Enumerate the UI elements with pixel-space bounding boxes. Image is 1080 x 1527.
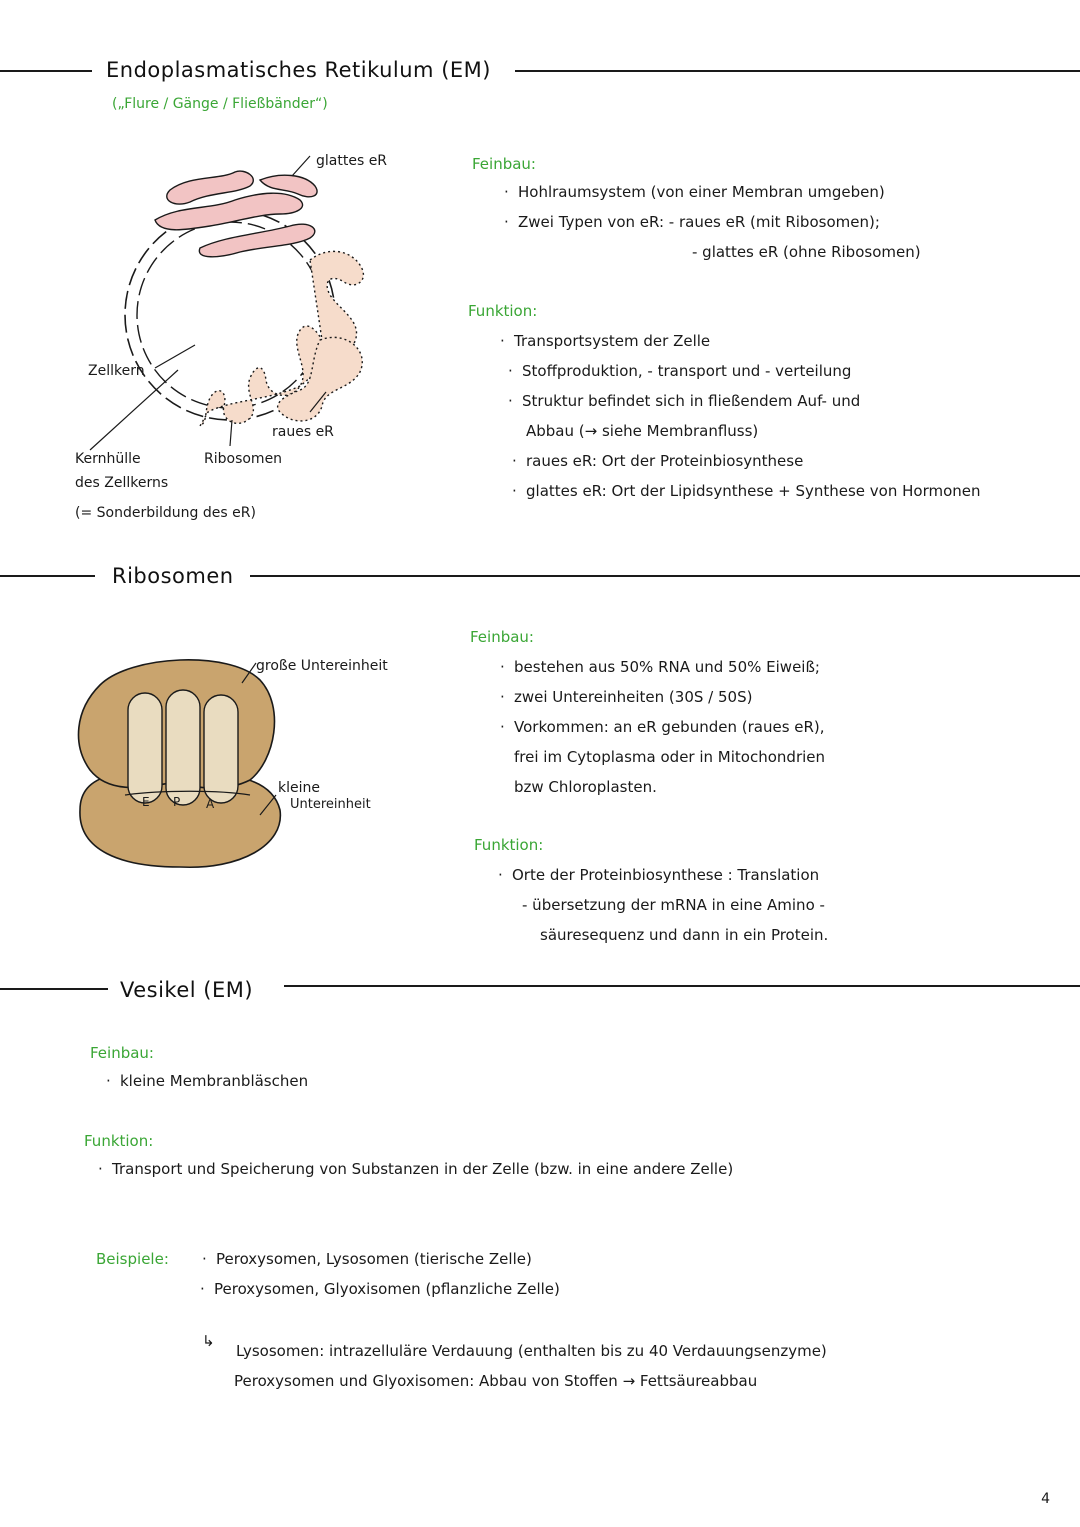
zellkern-pointer <box>155 345 195 368</box>
label-grosse-untereinheit: große Untereinheit <box>256 658 388 674</box>
er-feinbau-heading: Feinbau: <box>472 155 536 173</box>
ribo-divider-right <box>250 575 1080 577</box>
ribo-title: Ribosomen <box>112 564 234 588</box>
ribosomen-pointer <box>230 420 232 446</box>
raues-er-shape <box>200 251 363 426</box>
er-funktion-1: · Transportsystem der Zelle <box>514 326 710 356</box>
label-zellkern: Zellkern <box>88 363 145 379</box>
label-kernhuelle-1: Kernhülle <box>75 451 141 467</box>
ves-note-1: Lysosomen: intrazelluläre Verdauung (enthalten bis zu 40 Verdauungsenzyme) <box>236 1342 827 1360</box>
ribo-funktion-heading: Funktion: <box>474 836 544 854</box>
ribo-feinbau-heading: Feinbau: <box>470 628 534 646</box>
ribo-funktion-2: - übersetzung der mRNA in eine Amino - <box>522 896 825 914</box>
trna-a <box>204 695 238 803</box>
ribo-divider-left <box>0 575 95 577</box>
ribo-feinbau-3: · Vorkommen: an eR gebunden (raues eR), <box>514 712 825 742</box>
er-funktion-6: · glattes eR: Ort der Lipidsynthese + Synthese von Hormonen <box>526 476 981 506</box>
er-title: Endoplasmatisches Retikulum (EM) <box>106 58 491 82</box>
ves-note-arrow: ↳ <box>202 1332 215 1350</box>
glattes-er-pointer <box>292 156 310 176</box>
ves-beispiel-2: · Peroxysomen, Glyoxisomen (pflanzliche Zelle) <box>214 1274 560 1304</box>
trna-e <box>128 693 162 803</box>
label-sonderbildung: (= Sonderbildung des eR) <box>75 505 256 521</box>
ves-feinbau-heading: Feinbau: <box>90 1044 154 1062</box>
label-raues-er: raues eR <box>272 424 334 440</box>
site-e-label: E <box>142 795 150 809</box>
site-a-label: A <box>206 797 215 811</box>
ribo-feinbau-5: bzw Chloroplasten. <box>514 778 657 796</box>
er-divider-right <box>515 70 1080 72</box>
er-feinbau-2: · Zwei Typen von eR: - raues eR (mit Ribosomen); <box>518 207 880 237</box>
ribo-funktion-1: · Orte der Proteinbiosynthese : Translation <box>512 860 819 890</box>
ribo-feinbau-4: frei im Cytoplasma oder in Mitochondrien <box>514 748 826 766</box>
ribo-feinbau-2: · zwei Untereinheiten (30S / 50S) <box>514 682 752 712</box>
ves-divider-left <box>0 988 108 990</box>
ves-title: Vesikel (EM) <box>120 978 254 1002</box>
er-funktion-3: · Struktur befindet sich in fließendem Auf- und <box>522 386 860 416</box>
ves-beispiel-1: · Peroxysomen, Lysosomen (tierische Zelle) <box>216 1244 532 1274</box>
label-kleine-untereinheit-2: Untereinheit <box>290 797 371 812</box>
ribosome-diagram <box>70 645 400 885</box>
er-funktion-4: Abbau (→ siehe Membranfluss) <box>526 422 759 440</box>
ves-funktion-heading: Funktion: <box>84 1132 154 1150</box>
er-funktion-2: · Stoffproduktion, - transport und - verteilung <box>522 356 851 386</box>
site-p-label: P <box>173 795 181 809</box>
trna-p <box>166 690 200 805</box>
ribo-feinbau-1: · bestehen aus 50% RNA und 50% Eiweiß; <box>514 652 820 682</box>
page-number: 4 <box>1041 1491 1050 1507</box>
glattes-er-shape <box>155 171 317 257</box>
er-feinbau-3: - glattes eR (ohne Ribosomen) <box>692 243 921 261</box>
label-glattes-er: glattes eR <box>316 153 388 169</box>
er-feinbau-1: · Hohlraumsystem (von einer Membran umgeben) <box>518 177 885 207</box>
er-diagram <box>60 150 460 530</box>
ves-funktion-1: · Transport und Speicherung von Substanzen in der Zelle (bzw. in eine andere Zelle) <box>112 1154 733 1184</box>
label-kernhuelle-2: des Zellkerns <box>75 475 169 491</box>
ves-beispiele-heading: Beispiele: <box>96 1250 169 1268</box>
ribo-funktion-3: säuresequenz und dann in ein Protein. <box>540 926 829 944</box>
label-kleine-untereinheit-1: kleine <box>278 780 320 796</box>
ves-note-2: Peroxysomen und Glyoxisomen: Abbau von Stoffen → Fettsäureabbau <box>234 1372 758 1390</box>
er-subtitle: („Flure / Gänge / Fließbänder“) <box>112 96 328 112</box>
label-ribosomen: Ribosomen <box>204 451 283 467</box>
ves-feinbau-1: · kleine Membranbläschen <box>120 1066 308 1096</box>
er-divider-left <box>0 70 92 72</box>
er-funktion-5: · raues eR: Ort der Proteinbiosynthese <box>526 446 803 476</box>
er-funktion-heading: Funktion: <box>468 302 538 320</box>
kernhuelle-pointer <box>90 370 178 450</box>
ves-divider-right <box>284 985 1080 987</box>
